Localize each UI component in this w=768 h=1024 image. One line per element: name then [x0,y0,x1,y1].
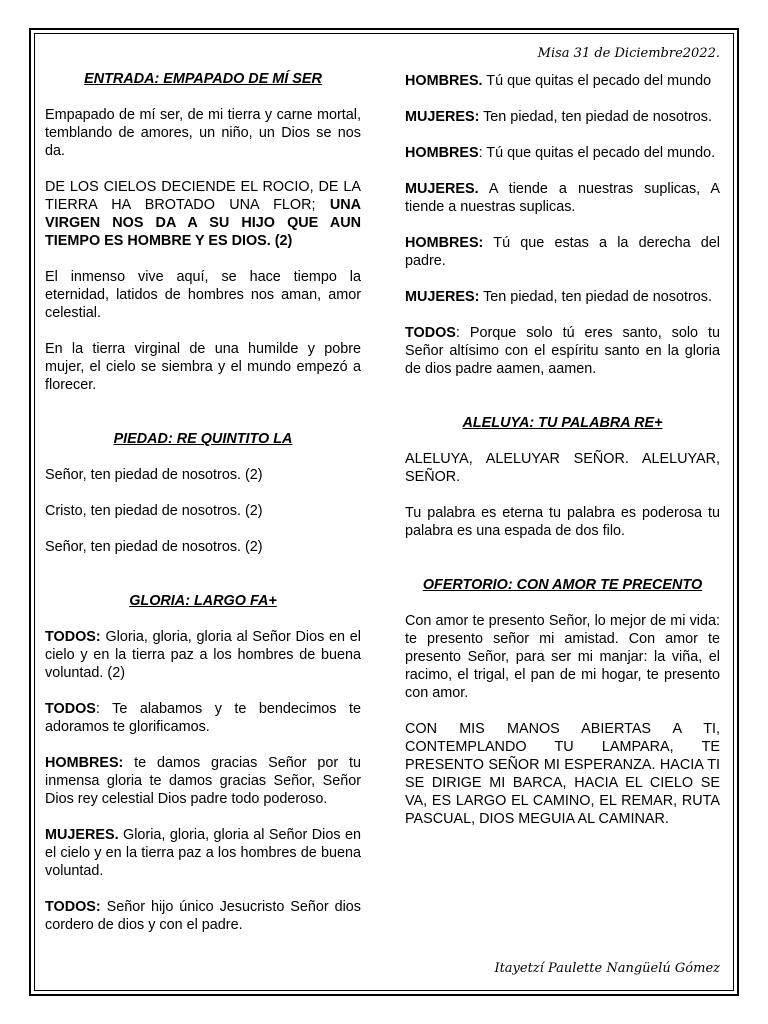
gloria-part-6: HOMBRES. Tú que quitas el pecado del mundo [405,73,712,89]
left-column [45,70,361,952]
piedad-line-3: Señor, ten piedad de nosotros. (2) [45,539,263,555]
aleluya-line-2: Tu palabra es eterna tu palabra es poderosa tu palabra es una espada de dos filo. [405,505,720,539]
entrada-chorus: DE LOS CIELOS DECIENDE EL ROCIO, DE LA TIERRA HA BROTADO UNA FLOR; UNA VIRGEN NOS DA A SU HIJO QUE AUN TIEMPO ES HOMBRE Y ES DIOS. (2) [45,179,361,249]
aleluya-heading: ALELUYA: TU PALABRA RE+ [462,415,663,431]
gloria-part-10: HOMBRES: Tú que estas a la derecha del padre. [405,235,720,269]
right-column [405,72,720,846]
piedad-line-1: Señor, ten piedad de nosotros. (2) [45,467,263,483]
page-footer-author: Itayetzí Paulette Nangüelú Gómez [494,961,720,976]
entrada-verse-2: El inmenso vive aquí, se hace tiempo la eternidad, latidos de hombres nos aman, amor celestial. [45,269,361,321]
piedad-heading: PIEDAD: RE QUINTITO LA [113,431,293,447]
gloria-part-11: MUJERES: Ten piedad, ten piedad de nosotros. [405,289,712,305]
entrada-heading: ENTRADA: EMPAPADO DE MÍ SER [84,71,322,87]
page-header-date: Misa 31 de Diciembre2022. [537,46,720,61]
gloria-part-4: MUJERES. Gloria, gloria, gloria al Señor Dios en el cielo y en la tierra paz a los hombres de buena voluntad. [45,827,361,879]
gloria-part-2: TODOS: Te alabamos y te bendecimos te adoramos te glorificamos. [45,701,361,735]
gloria-part-3: HOMBRES: te damos gracias Señor por tu inmensa gloria te damos gracias Señor, Señor Dios rey celestial Dios padre todo poderoso. [45,755,361,807]
aleluya-line-1: ALELUYA, ALELUYAR SEÑOR. ALELUYAR, SEÑOR. [405,451,720,485]
gloria-heading: GLORIA: LARGO FA+ [129,593,277,609]
gloria-part-9: MUJERES. A tiende a nuestras suplicas, A tiende a nuestras suplicas. [405,181,720,215]
gloria-part-1: TODOS: Gloria, gloria, gloria al Señor Dios en el cielo y en la tierra paz a los hombres de buena voluntad. (2) [45,629,361,681]
ofertorio-heading: OFERTORIO: CON AMOR TE PRECENTO [422,577,703,593]
ofertorio-chorus: CON MIS MANOS ABIERTAS A TI, CONTEMPLANDO TU LAMPARA, TE PRESENTO SEÑOR MI ESPERANZA. HACIA TI SE DIRIGE MI BARCA, HACIA EL CIELO SE VA, ES LARGO EL CAMINO, EL REMAR, RUTA PASCUAL, DIOS MEGUIA AL CAMINAR. [405,721,720,827]
gloria-part-7: MUJERES: Ten piedad, ten piedad de nosotros. [405,109,712,125]
gloria-part-12: TODOS: Porque solo tú eres santo, solo tu Señor altísimo con el espíritu santo en la gloria de dios padre aamen, aamen. [405,325,720,377]
entrada-verse-3: En la tierra virginal de una humilde y pobre mujer, el cielo se siembra y el mundo empezó a florecer. [45,341,361,393]
gloria-part-8: HOMBRES: Tú que quitas el pecado del mundo. [405,145,716,161]
ofertorio-verse: Con amor te presento Señor, lo mejor de mi vida: te presento señor mi amistad. Con amor te presento Señor, para ser mi manjar: la viña, el racimo, el trigal, el pan de mi hogar, te presento con amor. [405,613,720,701]
entrada-verse-1: Empapado de mí ser, de mi tierra y carne mortal, temblando de amores, un niño, un Dios se nos da. [45,107,361,159]
gloria-part-5: TODOS: Señor hijo único Jesucristo Señor dios cordero de dios y con el padre. [45,899,361,933]
piedad-line-2: Cristo, ten piedad de nosotros. (2) [45,503,263,519]
